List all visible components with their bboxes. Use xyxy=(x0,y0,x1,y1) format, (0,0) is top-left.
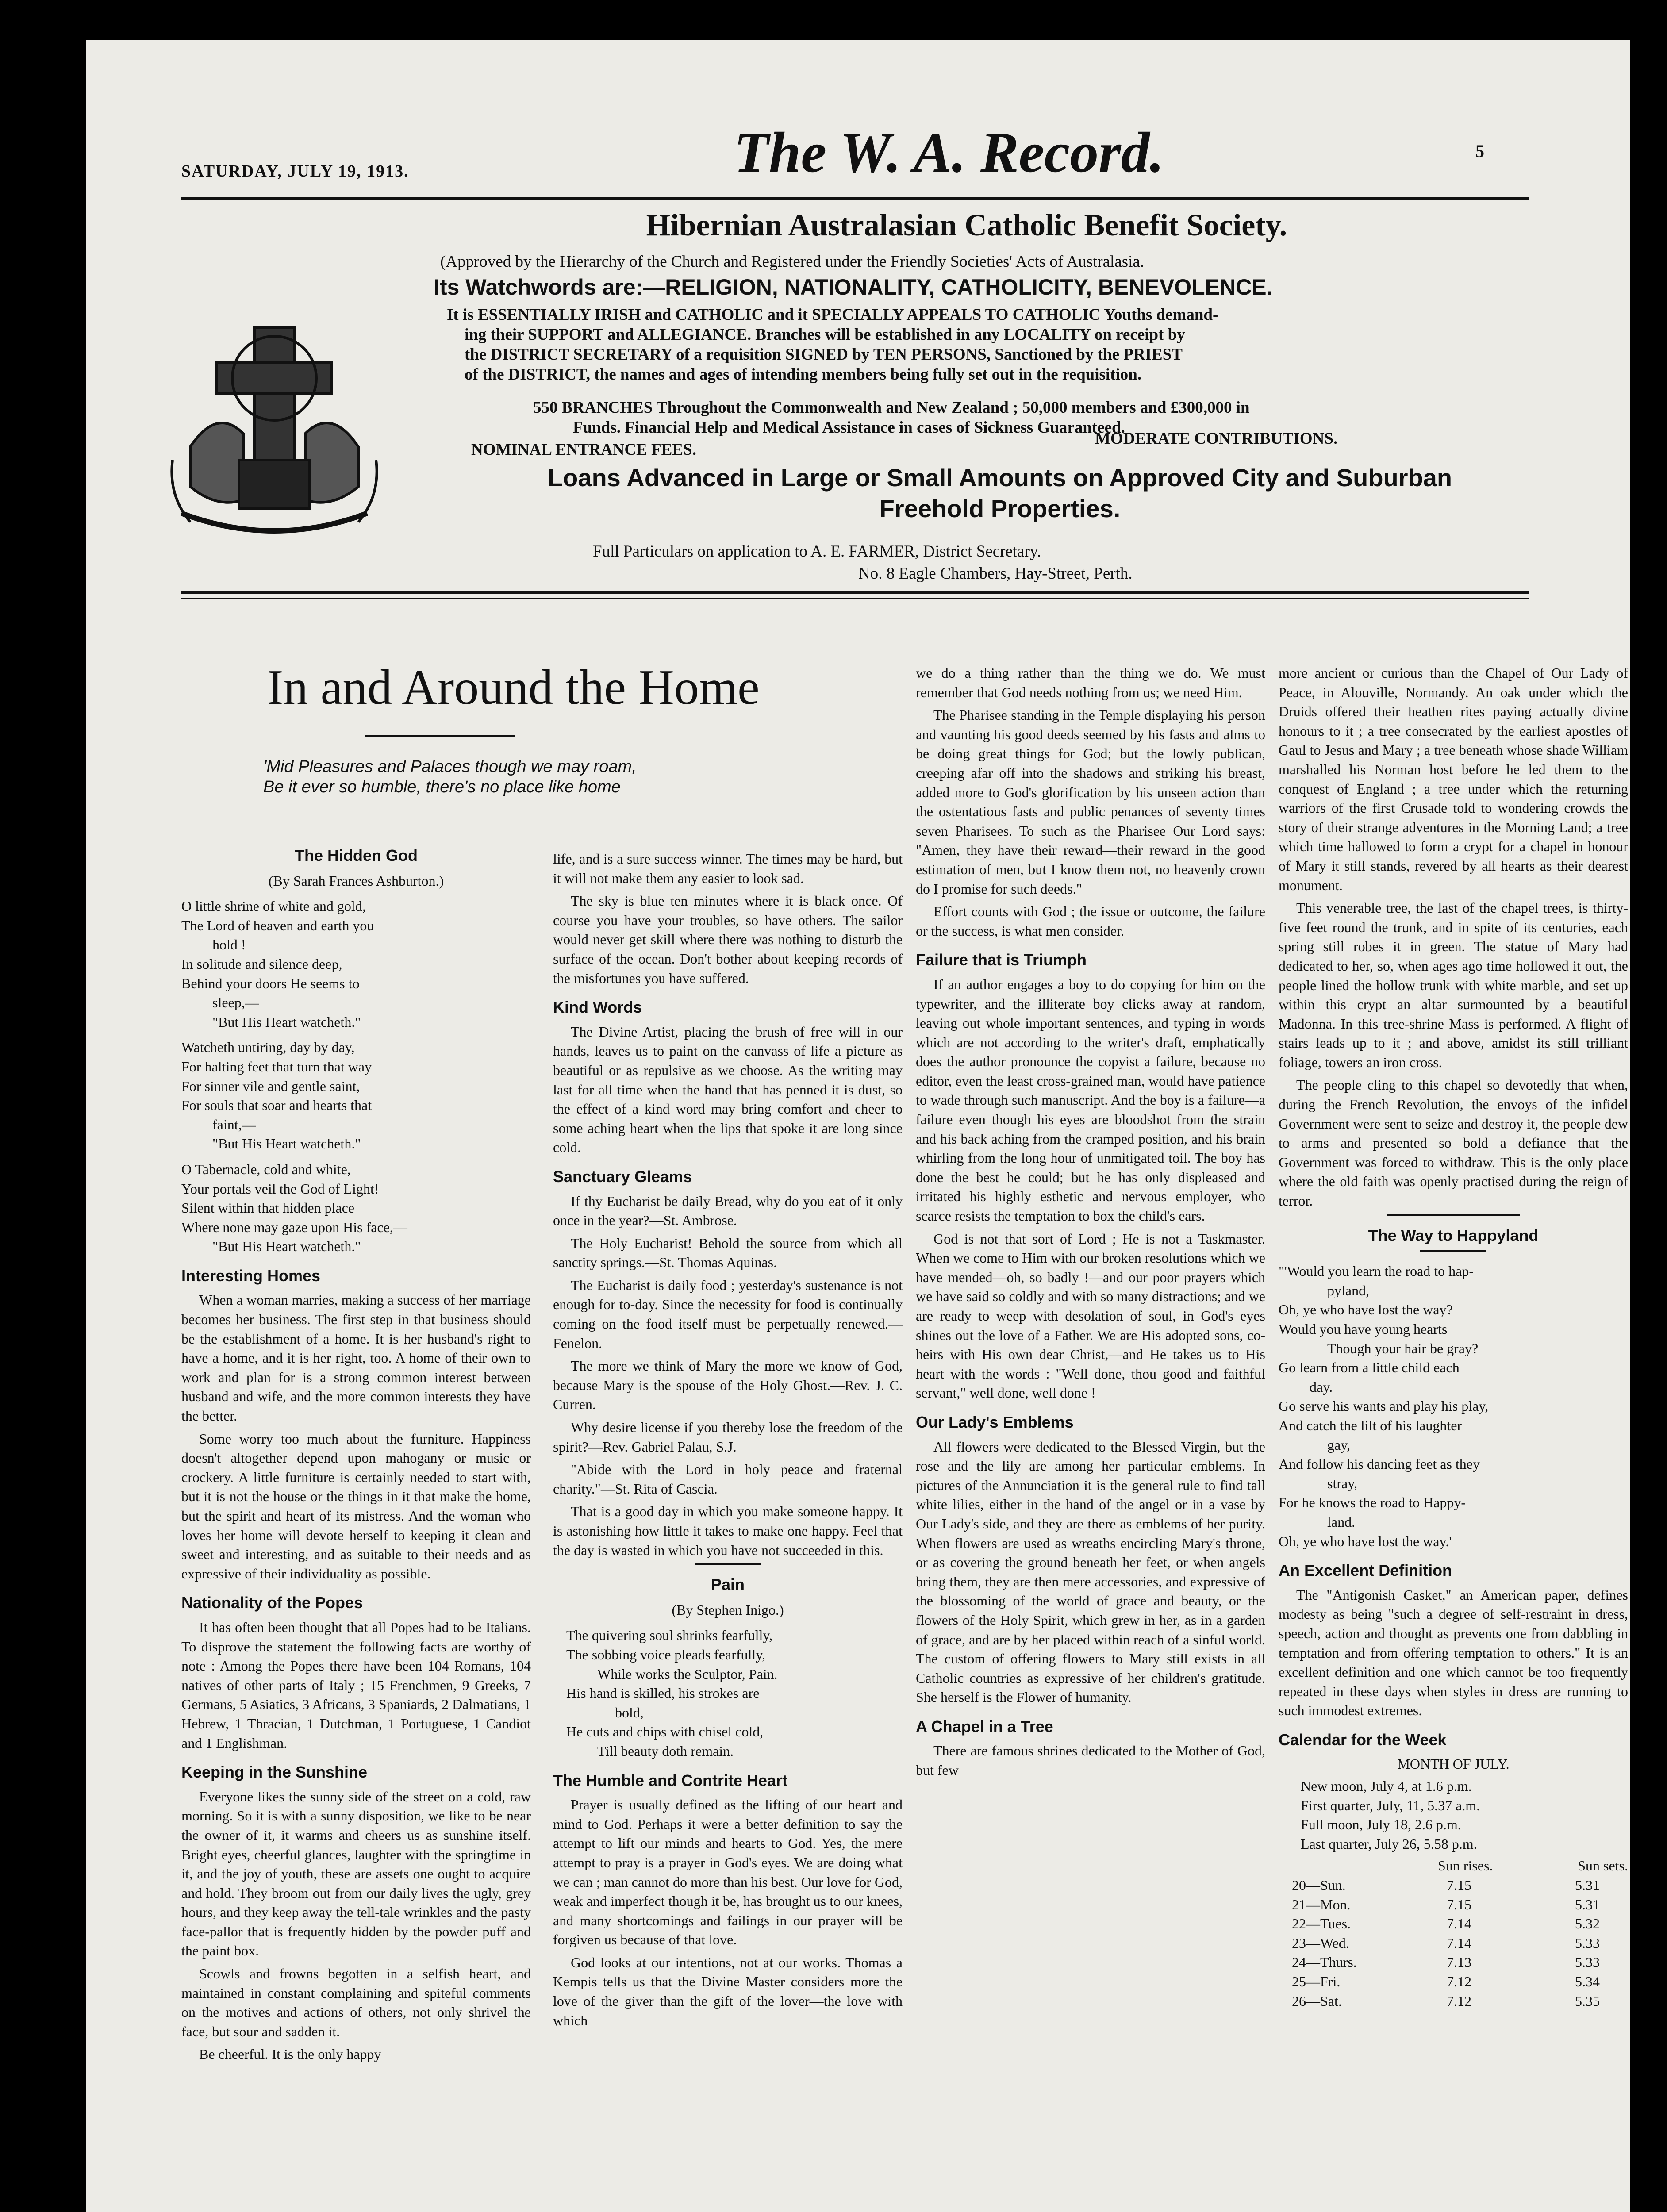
sunshine-p1: Everyone likes the sunny side of the street on a cold, raw morning. So it is with a sunny disposition, we like to be near the owner of it, it warms and cheers us as sunshine itself. Bright eyes, cheerful glances, laughter with the springtime in it, and the joy of youth, these are assets one ought to acquire and hold. They broom out from our daily lives the ugly, grey hours, and they keep away the tell-tale wrinkles and the pasty face-pallor that is frequently hidden by the powder puff and the paint box. xyxy=(181,1788,531,1959)
col2-continued: life, and is a sure success winner. The times may be hard, but it will not make them any easier to look sad. xyxy=(553,851,903,886)
advert-rule xyxy=(181,591,1529,594)
poem-line: Watcheth untiring, day by day, xyxy=(181,1039,355,1056)
venerable-paragraph: This venerable tree, the last of the chapel trees, is thirty-five feet round the trunk, and in spite of its centuries, each spring still robes it in green. The statue of Mary had dedicated to her, so, when ages ago time hollowed it out, the people lined the hollow trunk with white marble, and set up within this crypt an altar surmounted by a beautiful Madonna. In this tree-shrine Mass is performed. A flight of stairs leads up to it ; and above, amidst its still trilliant foliage, towers an iron cross. xyxy=(1279,900,1628,1070)
poem-line: sleep,— xyxy=(212,995,259,1011)
appeal-line-1: It is ESSENTIALLY IRISH and CATHOLIC and it SPECIALLY APPEALS TO CATHOLIC Youths demand- xyxy=(447,306,1218,324)
happyland-poem xyxy=(1279,1262,1628,1551)
poem-line: pyland, xyxy=(1327,1282,1370,1298)
table-cell-rises: 7.15 xyxy=(1447,1877,1471,1893)
poem-line: Oh, ye who have lost the way? xyxy=(1279,1302,1453,1318)
poem-line: While works the Sculptor, Pain. xyxy=(597,1666,778,1682)
gleams-p7: That is a good day in which you make someone happy. It is astonishing how little it takes to make one happy. Feel that the day is wasted in which you have not succeeded in this. xyxy=(553,1503,903,1558)
poem-line: Go serve his wants and play his play, xyxy=(1279,1398,1489,1414)
col4-continued: more ancient or curious than the Chapel of Our Lady of Peace, in Alouville, Normandy. An oak under which the Druids offered their heathen rites paying actually divine honours to it ; a tree consecrated by the earliest apostles of Gaul to Jesus and Mary ; a tree beneath whose shade William marshalled his Norman host before he led them to the conquest of England ; a tree under which the returning warriors of the first Crusade told to wondering crowds the story of their strange adventures in the Morning Land; a tree which time hallowed to form a crypt for a chapel in honour of Mary it still stands, revered by all hearts as their dearest monument. xyxy=(1279,665,1628,893)
table-cell-day: 23—Wed. xyxy=(1292,1935,1349,1951)
failure-p2: God is not that sort of Lord ; He is not a Taskmaster. When we come to Him with our broken resolutions which we have mended—oh, so badly !—and our poor prayers which we have said so coldly and with so many distractions; and we are ready to weep with desolation of soul, in God's eyes shines out the love of a Father. We are His adopted sons, co-heirs with His own dear Christ,—and He takes us to His heart with the words : "Well done, thou good and faithful servant," well done, well done ! xyxy=(916,1230,1265,1401)
table-row xyxy=(1279,1953,1628,1972)
table-cell-sets: 5.34 xyxy=(1575,1974,1600,1989)
humble-heart-heading: The Humble and Contrite Heart xyxy=(553,1771,788,1790)
poem-line: "'Would you learn the road to hap- xyxy=(1279,1263,1474,1279)
entrance-fees: NOMINAL ENTRANCE FEES. xyxy=(471,441,696,459)
appeal-line-2: ing their SUPPORT and ALLEGIANCE. Branches will be established in any LOCALITY on receipt by xyxy=(465,326,1185,344)
sanctuary-gleams-heading: Sanctuary Gleams xyxy=(553,1167,692,1186)
table-cell-day: 26—Sat. xyxy=(1292,1993,1342,2009)
definition-heading: An Excellent Definition xyxy=(1279,1561,1452,1580)
sun-sets-label: Sun sets. xyxy=(1578,1858,1628,1874)
poem-line: Oh, ye who have lost the way.' xyxy=(1279,1533,1452,1549)
table-cell-day: 21—Mon. xyxy=(1292,1896,1351,1912)
pain-author: (By Stephen Inigo.) xyxy=(672,1601,784,1618)
popes-heading: Nationality of the Popes xyxy=(181,1594,363,1612)
section-title-rule xyxy=(365,735,515,737)
failure-p1: If an author engages a boy to do copying for him on the typewriter, and the illiterate boy clicks away at random, leaving out whole important sentences, and typing in words which are not according to the writer's draft, emphatically does the author pronounce the copyist a failure, because no editor, even the least cross-grained man, would have patience to wade through such manuscript. And the boy is a failure—a failure even though his eyes are bloodshot from the strain and his back aching from the cramped position, and his brain whirling from the long hour of unmitigated toil. The boy has done the best he could; but he has only displeased and irritated his highly esthetic and nervous employer, who scarce resists the temptation to box the child's ears. xyxy=(916,976,1265,1224)
table-cell-sets: 5.32 xyxy=(1575,1916,1600,1932)
kind-words-heading: Kind Words xyxy=(553,998,642,1017)
poem-line: gay, xyxy=(1327,1436,1351,1453)
table-cell-day: 24—Thurs. xyxy=(1292,1954,1357,1970)
table-row xyxy=(1279,1934,1628,1953)
particulars-line: Full Particulars on application to A. E. FARMER, District Secretary. xyxy=(593,542,1041,561)
table-cell-rises: 7.13 xyxy=(1447,1954,1471,1970)
moon-phase: New moon, July 4, at 1.6 p.m. xyxy=(1301,1778,1472,1794)
sunshine-p2: Scowls and frowns begotten in a selfish heart, and maintained in constant complaining and spiteful comments on the motives and actions of others, not only shrivel the face, but sour and sadden it. xyxy=(181,1966,531,2039)
section-subtitle xyxy=(263,757,637,797)
table-cell-sets: 5.31 xyxy=(1575,1896,1600,1912)
interesting-homes-p1: When a woman marries, making a success of her marriage becomes her business. The first step in that business should be the establishment of a home. It is her husband's right to have a home, and it is her right, too. A home of their own to work and plan for is a strong common interest between husband and wife, and the more common interests they have the better. xyxy=(181,1292,531,1424)
loans-line-2: Freehold Properties. xyxy=(879,495,1121,522)
column-4 xyxy=(1279,664,1628,2011)
humble-p1: Prayer is usually defined as the lifting of our heart and mind to God. Perhaps it were a better definition to say the attempt to lift our minds and hearts to God. Yes, the mere attempt to pray is a prayer in God's eyes. We are doing what we can ; man cannot do more than his best. Our love for God, weak and imperfect though it be, has brought us to our knees, and many shortcomings and failings in our prayer will be forgiven us because of that love. xyxy=(553,1797,903,1948)
table-cell-rises: 7.12 xyxy=(1447,1993,1471,2009)
society-approval: (Approved by the Hierarchy of the Church and Registered under the Friendly Societies' Acts of Australasia. xyxy=(440,253,1145,271)
gleams-p2: The Holy Eucharist! Behold the source from which all sanctity springs.—St. Thomas Aquinas. xyxy=(553,1235,903,1271)
appeal-line-3: the DISTRICT SECRETARY of a requisition SIGNED by TEN PERSONS, Sanctioned by the PRIEST xyxy=(465,346,1183,364)
poem-line: stray, xyxy=(1327,1475,1358,1491)
effort-paragraph: Effort counts with God ; the issue or outcome, the failure or the success, is what men consider. xyxy=(916,903,1265,939)
pharisee-paragraph: The Pharisee standing in the Temple displaying his person and vaunting his good deeds seemed by his fasts and alms to be doing great things for God; but the lowly publican, creeping afar off into the shadows and striking his breast, added more to God's glorification by his unseen action than the ostentatious fasts and public penances of seventy times seven Pharisees. To such as the Pharisee Our Lord says: "Amen, they have their reward—their reward in the good estimation of men, but I know them not, no heavenly crown do I promise for such deeds." xyxy=(916,707,1265,897)
table-row xyxy=(1279,1972,1628,1992)
interesting-homes-heading: Interesting Homes xyxy=(181,1266,321,1285)
gleams-p5: Why desire license if you thereby lose the freedom of the spirit?—Rev. Gabriel Palau, S.J. xyxy=(553,1419,903,1455)
poem-line: In solitude and silence deep, xyxy=(181,956,342,972)
emblems-paragraph: All flowers were dedicated to the Blessed Virgin, but the rose and the lily are among her particular emblems. In pictures of the Annunciation it is the general rule to find tall white lilies, either in the hand of the angel or in a vase by Our Lady's side, and they are there as emblems of her purity. When flowers are used as wreaths encircling Mary's throne, or as covering the ground beneath her feet, or when angels bring them, they are then mere accessories, and expressive of the blossoming of the world of grace and beauty, or the flowers of the Holy Spirit, which grew in her, as in a garden of grace, and are by her placed within reach of a sinful world. The custom of offering flowers to Mary still exists in all Catholic countries as expressive of her children's gratitude. She herself is the Flower of humanity. xyxy=(916,1438,1265,1705)
poem-line: "But His Heart watcheth." xyxy=(212,1136,361,1152)
calendar-month: MONTH OF JULY. xyxy=(1397,1756,1510,1772)
masthead-title: The W. A. Record. xyxy=(734,121,1164,184)
moon-phase: First quarter, July, 11, 5.37 a.m. xyxy=(1301,1797,1480,1813)
appeal-line-4: of the DISTRICT, the names and ages of intending members being fully set out in the requisition. xyxy=(465,365,1142,384)
poem-line: And follow his dancing feet as they xyxy=(1279,1456,1480,1472)
poem-line: O Tabernacle, cold and white, xyxy=(181,1161,351,1177)
poem-line: Till beauty doth remain. xyxy=(597,1743,734,1759)
table-cell-sets: 5.33 xyxy=(1575,1935,1600,1951)
poem-line: land. xyxy=(1327,1513,1356,1530)
poem-line: The sobbing voice pleads fearfully, xyxy=(566,1646,766,1663)
poem-line: faint,— xyxy=(212,1116,256,1133)
humble-p2: God looks at our intentions, not at our works. Thomas a Kempis tells us that the Divine Master considers more the love of the giver than the gift of the lover—the love with which xyxy=(553,1954,903,2028)
kind-words-p: The Divine Artist, placing the brush of free will in our hands, leaves us to paint on the canvass of life a picture as beautiful or as repulsive as we choose. As the writing may last for all time when the hand that has penned it is dust, so the effect of a kind word may bring comfort and cheer to some aching heart when the lips that spoke it are long since cold. xyxy=(553,1023,903,1156)
table-cell-rises: 7.15 xyxy=(1447,1896,1471,1912)
poem-line: For sinner vile and gentle saint, xyxy=(181,1078,360,1094)
happyland-heading: The Way to Happyland xyxy=(1368,1226,1539,1244)
table-row xyxy=(1279,1895,1628,1915)
gleams-p1: If thy Eucharist be daily Bread, why do you eat of it only once in the year?—St. Ambrose. xyxy=(553,1193,903,1229)
column-1 xyxy=(181,836,531,2068)
pain-heading: Pain xyxy=(711,1575,745,1594)
column-2 xyxy=(553,849,903,2034)
sunshine-heading: Keeping in the Sunshine xyxy=(181,1763,368,1782)
branches-line-1: 550 BRANCHES Throughout the Commonwealth and New Zealand ; 50,000 members and £300,000 in xyxy=(533,399,1250,417)
poem-line: For souls that soar and hearts that xyxy=(181,1097,372,1114)
poem-line: Would you have young hearts xyxy=(1279,1321,1448,1337)
poem-line: "But His Heart watcheth." xyxy=(212,1238,361,1255)
ladys-emblems-heading: Our Lady's Emblems xyxy=(916,1413,1074,1431)
poem-line: For he knows the road to Happy- xyxy=(1279,1494,1466,1511)
table-row xyxy=(1279,1992,1628,2011)
section-divider xyxy=(695,1563,761,1565)
subtitle-line-1: 'Mid Pleasures and Palaces though we may roam, xyxy=(263,757,637,776)
subtitle-line-2: Be it ever so humble, there's no place like home xyxy=(263,778,621,796)
sun-table xyxy=(1279,1856,1628,2011)
poem-line: Silent within that hidden place xyxy=(181,1200,355,1216)
table-row xyxy=(1279,1876,1628,1895)
gleams-p3: The Eucharist is daily food ; yesterday's sustenance is not enough for to-day. Since the necessity for food is continually coming on the food itself must be perpetually renewed.—Fenelon. xyxy=(553,1277,903,1351)
contributions: MODERATE CONTRIBUTIONS. xyxy=(1095,430,1338,448)
poem-line: Go learn from a little child each xyxy=(1279,1359,1460,1376)
hidden-god-heading: The Hidden God xyxy=(295,846,418,864)
moon-phase: Full moon, July 18, 2.6 p.m. xyxy=(1301,1816,1461,1833)
poem-line: His hand is skilled, his strokes are xyxy=(566,1685,760,1701)
poem-line: The quivering soul shrinks fearfully, xyxy=(566,1627,773,1644)
hidden-god-author: (By Sarah Frances Ashburton.) xyxy=(268,872,444,889)
poem-line: bold, xyxy=(615,1704,644,1720)
interesting-homes-p2: Some worry too much about the furniture. Happiness doesn't altogether depend upon mahogany or music or crockery. A little furniture is certainly needed to start with, but it is not the house or the things in it that make the home, but the spirit and heart of its mistress. And the woman who loves her home will devote herself to keeping it clean and sweet and interesting, and as suitable to their needs and as expressive of their individuality as possible. xyxy=(181,1430,531,1582)
chapel-tree-heading: A Chapel in a Tree xyxy=(916,1717,1053,1736)
table-cell-rises: 7.12 xyxy=(1447,1974,1471,1989)
moon-phase: Last quarter, July 26, 5.58 p.m. xyxy=(1301,1836,1477,1852)
column-3 xyxy=(916,664,1265,1784)
poem-line: He cuts and chips with chisel cold, xyxy=(566,1724,764,1740)
table-cell-day: 22—Tues. xyxy=(1292,1916,1351,1932)
poem-line: Though your hair be gray? xyxy=(1327,1340,1479,1356)
poem-line: Where none may gaze upon His face,— xyxy=(181,1219,407,1235)
sun-rises-label: Sun rises. xyxy=(1438,1858,1493,1874)
table-cell-day: 20—Sun. xyxy=(1292,1877,1346,1893)
table-cell-day: 25—Fri. xyxy=(1292,1974,1341,1989)
chapel-paragraph: There are famous shrines dedicated to the Mother of God, but few xyxy=(916,1743,1265,1778)
poem-line: For halting feet that turn that way xyxy=(181,1058,372,1075)
poem-line: O little shrine of white and gold, xyxy=(181,898,366,914)
poem-line: "But His Heart watcheth." xyxy=(212,1014,361,1030)
society-watchwords: Its Watchwords are:—RELIGION, NATIONALITY, CATHOLICITY, BENEVOLENCE. xyxy=(434,275,1273,300)
people-paragraph: The people cling to this chapel so devotedly that when, during the French Revolution, the envoys of the infidel Government were sent to seize and destroy it, the people dew to arms and presented so bold a defiance that the Government was forced to withdraw. This is the only place where the old faith was openly practised during the reign of terror. xyxy=(1279,1077,1628,1209)
section-divider xyxy=(1420,1250,1486,1252)
loans-line-1: Loans Advanced in Large or Small Amounts on Approved City and Suburban xyxy=(547,464,1452,492)
society-title: Hibernian Australasian Catholic Benefit Society. xyxy=(646,208,1287,242)
poem-line: day. xyxy=(1310,1379,1333,1395)
sky-paragraph: The sky is blue ten minutes where it is black once. Of course you have your troubles, so have others. The sailor would never get skill where there was nothing to disturb the surface of the ocean. Don't bother about keeping records of the misfortunes you have suffered. xyxy=(553,893,903,986)
poem-line: And catch the lilt of his laughter xyxy=(1279,1417,1462,1433)
pain-poem xyxy=(553,1626,903,1761)
poem-line: Behind your doors He seems to xyxy=(181,975,360,991)
section-title: In and Around the Home xyxy=(267,660,760,715)
issue-date: SATURDAY, JULY 19, 1913. xyxy=(181,162,409,180)
section-divider xyxy=(1387,1214,1520,1216)
failure-triumph-heading: Failure that is Triumph xyxy=(916,951,1087,969)
gleams-p4: The more we think of Mary the more we know of God, because Mary is the spouse of the Holy Ghost.—Rev. J. C. Curren. xyxy=(553,1358,903,1413)
definition-paragraph: The "Antigonish Casket," an American paper, defines modesty as being "such a degree of self-restraint in dress, speech, action and thought as prevents one from dabbling in temptation and from offering temptation to others." It is an excellent definition and one which cannot be too frequently repeated in these days when styles in dress are running to such immodest extremes. xyxy=(1279,1586,1628,1719)
branches-line-2: Funds. Financial Help and Medical Assistance in cases of Sickness Guaranteed. xyxy=(573,419,1125,437)
address-line: No. 8 Eagle Chambers, Hay-Street, Perth. xyxy=(858,565,1133,583)
sunshine-p3: Be cheerful. It is the only happy xyxy=(199,2046,381,2062)
poem-line: hold ! xyxy=(212,937,246,953)
society-emblem-icon xyxy=(164,301,385,549)
newspaper-page xyxy=(86,40,1630,2212)
table-cell-sets: 5.31 xyxy=(1575,1877,1600,1893)
popes-p1: It has often been thought that all Popes had to be Italians. To disprove the statement the following facts are worthy of note : Among the Popes there have been 104 Romans, 104 natives of other parts of Italy ; 15 Frenchmen, 9 Greeks, 7 Germans, 5 Asiatics, 3 Africans, 3 Spaniards, 2 Dalmatians, 1 Hebrew, 1 Thracian, 1 Dutchman, 1 Portuguese, 1 Candiot and 1 Englishman. xyxy=(181,1619,531,1751)
table-cell-sets: 5.35 xyxy=(1575,1993,1600,2009)
calendar-heading: Calendar for the Week xyxy=(1279,1730,1447,1749)
table-cell-sets: 5.33 xyxy=(1575,1954,1600,1970)
col3-continued: we do a thing rather than the thing we do. We must remember that God needs nothing from us; we need Him. xyxy=(916,665,1265,700)
sun-table-header xyxy=(1279,1856,1628,1876)
table-cell-rises: 7.14 xyxy=(1447,1935,1471,1951)
advert-rule-thin xyxy=(181,598,1529,599)
table-row xyxy=(1279,1914,1628,1934)
poem-line: Your portals veil the God of Light! xyxy=(181,1180,379,1197)
poem-line: The Lord of heaven and earth you xyxy=(181,917,374,933)
table-cell-rises: 7.14 xyxy=(1447,1916,1471,1932)
moon-phases xyxy=(1301,1777,1628,1854)
page-number: 5 xyxy=(1475,141,1484,161)
masthead-rule xyxy=(181,197,1529,200)
gleams-p6: "Abide with the Lord in holy peace and fraternal charity."—St. Rita of Cascia. xyxy=(553,1461,903,1497)
hidden-god-poem xyxy=(181,897,531,1256)
